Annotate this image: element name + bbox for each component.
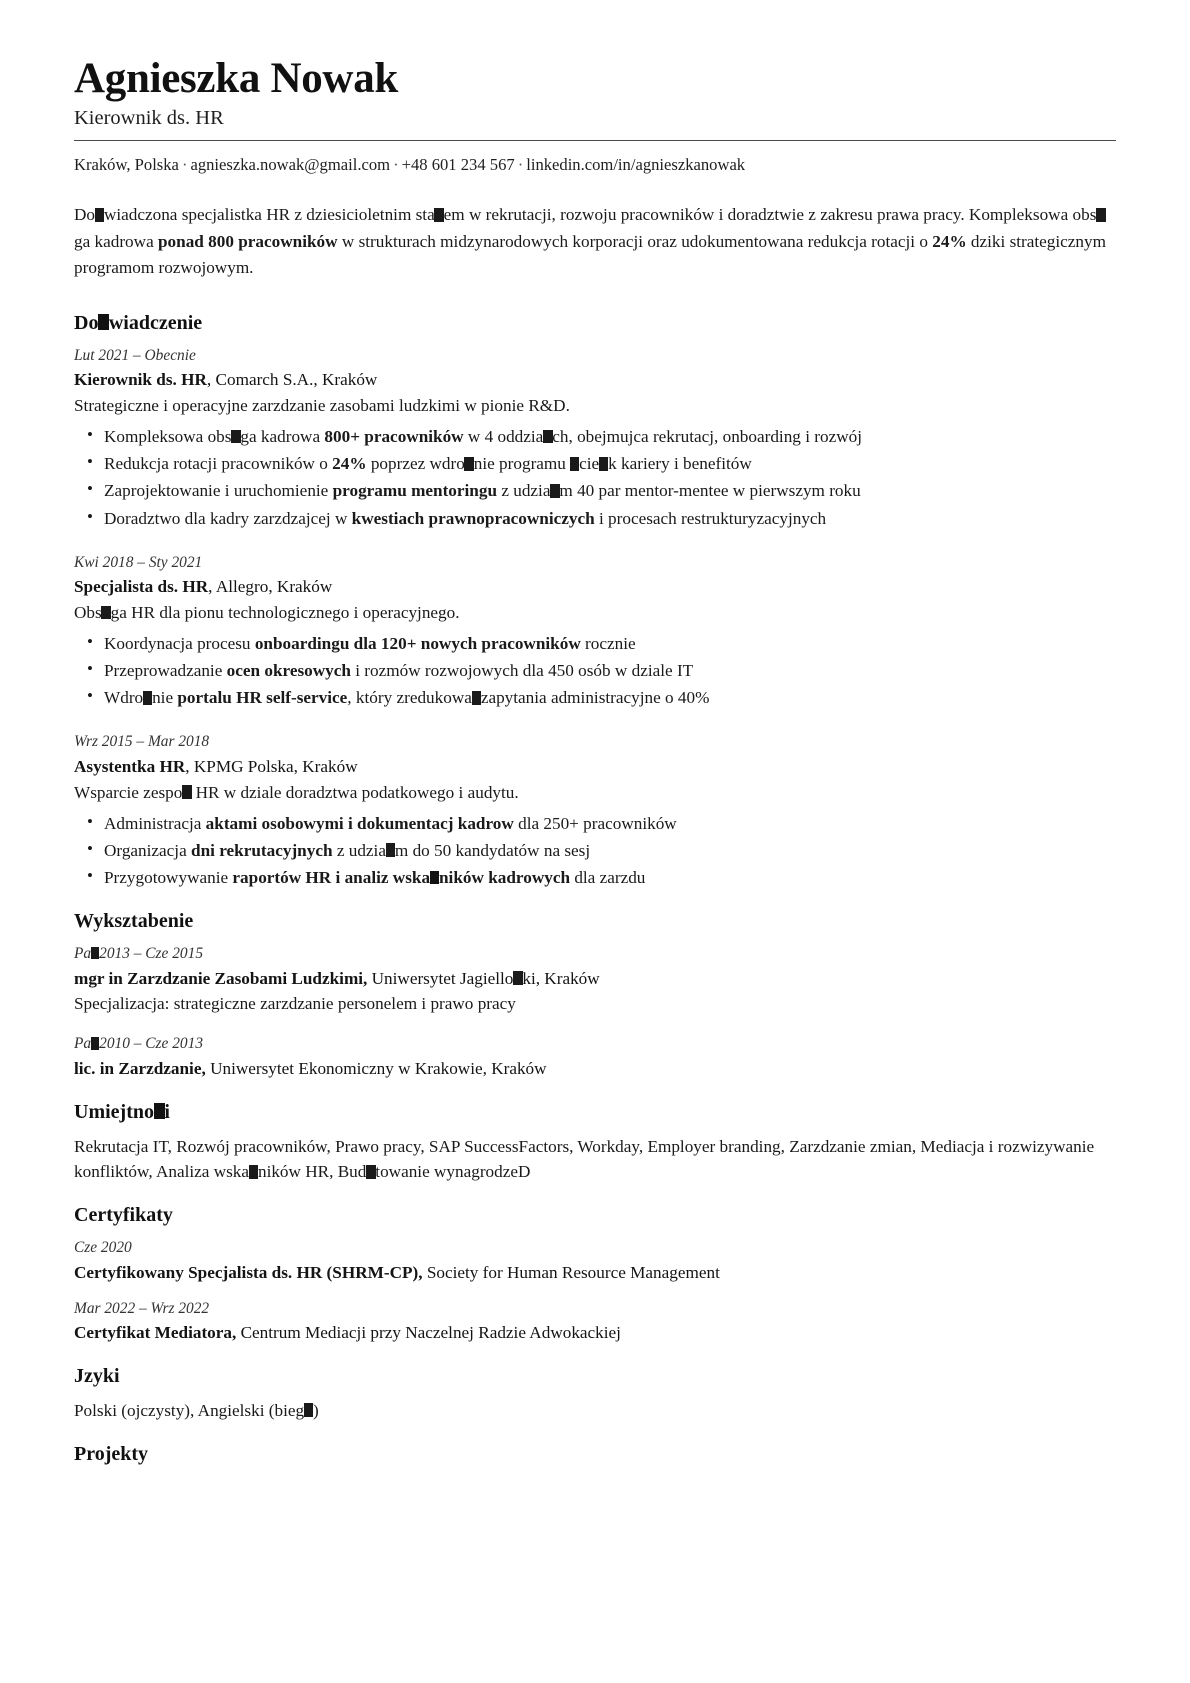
bullet-text: , który zredukowa (347, 688, 472, 708)
bullet-item (74, 477, 1116, 504)
job-role: Kierownik ds. HR (74, 370, 207, 390)
bullet-text: m 40 par mentor-mentee w pierwszym roku (559, 481, 861, 501)
entry-heading (74, 967, 1116, 992)
degree-text: mgr in (74, 968, 123, 988)
entry-date: Kwi 2018 – Sty 2021 (74, 553, 203, 571)
job-company: , Allegro, Kraków (208, 577, 333, 597)
missing-glyph-box (464, 457, 474, 471)
summary-emphasis: ponad 800 pracowników (158, 231, 338, 251)
bullet-text: Organizacja (104, 840, 192, 860)
degree-text: Zarzdzanie Zasobami Ludzkimi, (122, 968, 368, 988)
bullet-item (74, 657, 1116, 684)
entry-date (74, 1033, 1116, 1055)
bullet-item (74, 423, 1116, 450)
certificate-issuer: Centrum Mediacji przy Naczelnej Radzie Adwokackiej (236, 1322, 621, 1342)
section-certificates (74, 1203, 1116, 1346)
bullet-text: cie (579, 454, 600, 474)
school-text: ki, Kraków (522, 968, 600, 988)
candidate-headline: Kierownik ds. HR (74, 107, 224, 130)
bullet-text: Doradztwo dla kadry zarzdzajcej w (104, 508, 352, 528)
bullet-text: zapytania administracyjne o 40% (480, 688, 710, 708)
date-text: 2013 – Cze 2015 (99, 945, 204, 963)
job-company: , KPMG Polska, Kraków (185, 756, 358, 776)
desc-text: Obs (74, 603, 102, 623)
section-title-languages (74, 1364, 1116, 1388)
education-note: Specjalizacja: strategiczne zarzdzanie personelem i prawo pracy (74, 994, 516, 1014)
degree-name (74, 969, 367, 988)
bullet-text: w 4 oddzia (463, 427, 544, 447)
missing-glyph-box (472, 691, 482, 705)
bullet-text: Koordynacja procesu (104, 633, 255, 653)
job-role: Asystentka HR (74, 756, 186, 776)
bullet-item (74, 684, 1116, 711)
missing-glyph-box (1096, 208, 1106, 222)
section-title-skills (74, 1100, 1116, 1124)
entry-heading (74, 575, 1116, 600)
bullet-emphasis: 800+ pracowników (324, 427, 464, 447)
section-title-text: Umiejtno (74, 1100, 154, 1123)
education-entry (74, 943, 1116, 1017)
section-projects (74, 1442, 1116, 1466)
missing-glyph-box (430, 871, 440, 885)
bullet-text: rocznie (580, 633, 636, 653)
entry-date: Lut 2021 – Obecnie (74, 346, 196, 364)
section-title-experience (74, 311, 1116, 335)
section-title-education (74, 909, 1116, 933)
certificate-issuer: Society for Human Resource Management (422, 1262, 720, 1282)
summary-text: Do (74, 205, 96, 225)
contact-separator: · (517, 155, 524, 175)
skills-list (74, 1134, 1116, 1186)
bullet-text: z udzia (332, 840, 386, 860)
summary-text: ga kadrowa (74, 231, 158, 251)
bullet-emphasis: aktami osobowymi i dokumentacj kadrow (205, 813, 514, 833)
bullet-emphasis: portalu HR self-service (177, 688, 348, 708)
certificate-name: Certyfikowany Specjalista ds. HR (SHRM-CP), (74, 1262, 423, 1282)
bullet-item (74, 810, 1116, 837)
section-title-certificates: Certyfikaty (74, 1204, 173, 1227)
entry-description: Strategiczne i operacyjne zarzdzanie zasobami ludzkimi w pionie R&D. (74, 396, 570, 416)
bullet-text: dla 250+ pracowników (513, 813, 677, 833)
section-title-text: Do (74, 311, 99, 334)
summary-emphasis: 24% (932, 231, 967, 251)
bullet-text: nie (152, 688, 178, 708)
entry-date: Wrz 2015 – Mar 2018 (74, 733, 210, 751)
bullet-text: i rozmów rozwojowych dla 450 osób w dziale IT (350, 661, 694, 681)
bullet-item (74, 864, 1116, 891)
job-role: Specjalista ds. HR (74, 577, 209, 597)
certificate-entry (74, 1237, 1116, 1285)
date-text: 2010 – Cze 2013 (99, 1035, 204, 1053)
section-experience (74, 311, 1116, 891)
languages-text: Polski (ojczysty), Angielski (bieg (74, 1400, 305, 1420)
entry-bullet-list (74, 423, 1116, 532)
bullet-text: Redukcja rotacji pracowników o (104, 454, 333, 474)
candidate-name: Agnieszka Nowak (74, 55, 399, 102)
missing-glyph-box (386, 843, 396, 857)
summary-text: w strukturach midzynarodowych korporacji oraz udokumentowana redukcja rotacji o (337, 231, 933, 251)
bullet-emphasis: kwestiach prawnopracowniczych (351, 508, 595, 528)
section-skills (74, 1100, 1116, 1186)
skills-text: towanie wynagrodze (375, 1162, 518, 1182)
entry-heading (74, 1321, 1116, 1346)
bullet-emphasis: onboardingu dla 120+ nowych pracowników (254, 633, 581, 653)
bullet-text: Przygotowywanie (104, 868, 233, 888)
section-title-text: wiadczenie (108, 311, 203, 334)
bullet-text: Zaprojektowanie i uruchomienie (104, 481, 333, 501)
section-languages (74, 1364, 1116, 1424)
entry-date: Mar 2022 – Wrz 2022 (74, 1299, 210, 1317)
bullet-item (74, 505, 1116, 532)
desc-text: HR w dziale doradztwa podatkowego i audytu. (191, 782, 519, 802)
bullet-text: Administracja (104, 813, 206, 833)
bullet-emphasis (232, 868, 570, 887)
missing-glyph-box (101, 606, 111, 620)
contact-separator: · (181, 155, 188, 175)
skills-text: ników HR, Bud (257, 1162, 367, 1182)
missing-glyph-box (95, 208, 105, 222)
contact-email[interactable]: agnieszka.nowak@gmail.com (190, 155, 391, 175)
summary-text: dziki strategicznym programom rozwojowym. (74, 231, 1106, 277)
contact-separator: · (393, 155, 399, 175)
education-entry (74, 1033, 1116, 1081)
section-education (74, 909, 1116, 1081)
skills-text: D (518, 1162, 531, 1182)
section-title-projects: Projekty (74, 1442, 149, 1465)
bullet-item (74, 450, 1116, 477)
contact-line (74, 154, 1116, 176)
section-title-text: enie (158, 910, 194, 933)
certificate-name: Certyfikat Mediatora, (74, 1322, 237, 1342)
bullet-text: Wdro (104, 688, 144, 708)
bullet-text: poprzez wdro (366, 454, 465, 474)
desc-text: Wsparcie zespo (74, 782, 183, 802)
bullet-item (74, 630, 1116, 657)
bullet-item (74, 837, 1116, 864)
entry-heading (74, 1261, 1116, 1286)
contact-location: Kraków, Polska (74, 155, 179, 175)
job-company: , Comarch S.A., Kraków (206, 370, 378, 390)
contact-phone[interactable]: +48 601 234 567 (401, 155, 515, 175)
section-title-text: i (164, 1100, 170, 1123)
certificate-entry (74, 1298, 1116, 1346)
degree-name: lic. in Zarzdzanie, (74, 1058, 206, 1078)
entry-date (74, 943, 1116, 965)
bullet-text: dla zarzdu (570, 868, 646, 888)
bullet-text: ga kadrowa (240, 427, 325, 447)
bullet-text: z udzia (497, 481, 551, 501)
entry-description (74, 781, 1116, 806)
bullet-emphasis: 24% (332, 454, 367, 474)
header-divider (74, 140, 1116, 141)
date-text: Pa (74, 945, 92, 963)
bullet-emphasis-text: ników kadrowych (439, 868, 571, 888)
bullet-text: nie programu (473, 454, 571, 474)
entry-heading (74, 755, 1116, 780)
languages-list (74, 1398, 1116, 1424)
skills-text: Rekrutacja IT, Rozwój pracowników, Prawo pracy, SAP SuccessFactors, Workday, Employer branding, Zarzdzanie zmian, Mediacja i rozwizywanie konfliktów, Analiza wska (74, 1136, 1095, 1182)
entry-heading (74, 368, 1116, 393)
bullet-text: m do 50 kandydatów na sesj (394, 840, 591, 860)
bullet-text: Kompleksowa obs (104, 427, 232, 447)
entry-date: Cze 2020 (74, 1239, 132, 1257)
bullet-text: k kariery i benefitów (608, 454, 752, 474)
resume-header (74, 56, 1116, 176)
entry-bullet-list (74, 810, 1116, 892)
section-title-text: zyki (84, 1364, 120, 1387)
missing-glyph-box (143, 691, 153, 705)
date-text: Pa (74, 1035, 92, 1053)
bullet-text: ch, obejmujca rekrutacj, onboarding i rozwój (552, 427, 862, 447)
missing-glyph-box (98, 314, 109, 330)
professional-summary (74, 202, 1116, 280)
school-name (367, 969, 599, 988)
summary-text: wiadczona specjalistka HR z dziesicioletnim sta (103, 205, 435, 225)
languages-text: ) (313, 1400, 319, 1420)
bullet-text: i procesach restrukturyzacyjnych (594, 508, 827, 528)
contact-linkedin[interactable]: linkedin.com/in/agnieszkanowak (526, 155, 746, 175)
school-text: Uniwersytet Jagiello (367, 968, 514, 988)
section-title-text: Wyksztab (74, 910, 159, 933)
bullet-text: Przeprowadzanie (104, 661, 227, 681)
bullet-emphasis: ocen okresowych (226, 661, 351, 681)
summary-text: em w rekrutacji, rozwoju pracowników i doradztwie z zakresu prawa pracy. Kompleksowa obs (443, 205, 1097, 225)
section-title-text: J (74, 1364, 84, 1387)
entry-heading (74, 1057, 1116, 1082)
missing-glyph-box (249, 1165, 259, 1179)
experience-entry (74, 731, 1116, 891)
missing-glyph-box (599, 457, 609, 471)
school-name: Uniwersytet Ekonomiczny w Krakowie, Kraków (205, 1058, 547, 1078)
missing-glyph-box (304, 1403, 314, 1417)
entry-bullet-list (74, 630, 1116, 712)
desc-text: ga HR dla pionu technologicznego i operacyjnego. (110, 603, 460, 623)
bullet-emphasis: programu mentoringu (332, 481, 498, 501)
experience-entry (74, 345, 1116, 532)
entry-description (74, 601, 1116, 626)
bullet-emphasis-text: raportów HR i analiz wska (232, 868, 431, 888)
bullet-emphasis: dni rekrutacyjnych (191, 840, 333, 860)
missing-glyph-box (434, 208, 444, 222)
experience-entry (74, 552, 1116, 712)
